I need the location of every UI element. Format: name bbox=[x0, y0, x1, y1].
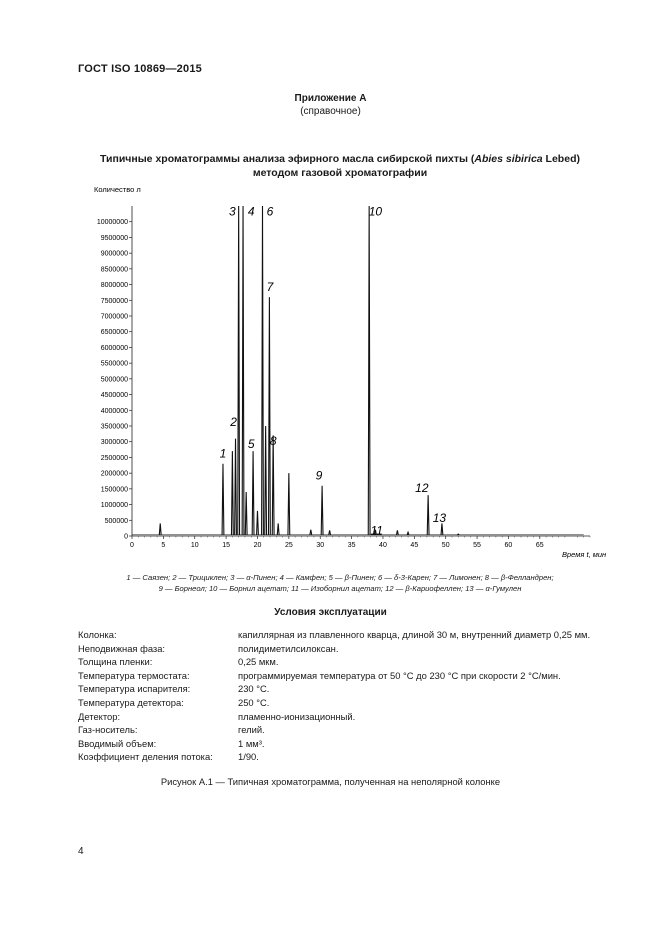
peak-number-label: 5 bbox=[247, 437, 255, 451]
condition-key: Толщина пленки: bbox=[78, 656, 153, 668]
x-tick-label: 45 bbox=[410, 542, 419, 549]
appendix-title: Приложение А bbox=[294, 93, 367, 104]
condition-row bbox=[78, 751, 590, 765]
y-tick-label: 10000000 bbox=[96, 219, 128, 227]
peak bbox=[262, 206, 264, 535]
peak-number-label: 1 bbox=[219, 446, 227, 461]
appendix-subtitle: (справочное) bbox=[300, 106, 361, 117]
y-tick-label: 4500000 bbox=[100, 392, 128, 400]
figure-caption: Рисунок А.1 — Типичная хроматограмма, полученная на неполярной колонке bbox=[160, 776, 501, 787]
condition-row bbox=[78, 738, 590, 752]
condition-key: Газ-носитель: bbox=[78, 724, 138, 736]
standard-header: ГОСТ ISO 10869—2015 bbox=[78, 63, 202, 75]
peak bbox=[321, 486, 323, 535]
peak bbox=[242, 206, 244, 535]
y-tick-label: 2000000 bbox=[100, 470, 128, 478]
condition-row bbox=[78, 697, 590, 711]
x-tick-label: 50 bbox=[441, 542, 450, 549]
x-tick-label: 65 bbox=[535, 542, 544, 549]
peak bbox=[257, 511, 259, 535]
y-tick-label: 9000000 bbox=[100, 250, 128, 258]
condition-value: 1/90. bbox=[238, 751, 259, 763]
x-tick-label: 60 bbox=[504, 542, 513, 549]
figure-title bbox=[60, 152, 620, 180]
condition-key: Температура детектора: bbox=[78, 696, 184, 708]
x-tick-label: 0 bbox=[130, 542, 134, 549]
x-tick-label: 15 bbox=[222, 542, 231, 549]
peak bbox=[272, 435, 274, 534]
peak-number-label: 4 bbox=[247, 204, 255, 219]
legend-line1: 1 — Саязен; 2 — Трициклен; 3 — α-Пинен; 4 — Камфен; 5 — β-Пинен; 6 — δ-3-Карен; 7 — Лимонен; 8 — β-Фелландрен; bbox=[126, 573, 554, 582]
peak-number-label: 8 bbox=[269, 433, 277, 448]
x-tick-label: 20 bbox=[253, 542, 262, 549]
x-axis-label: Время t, мин bbox=[562, 550, 607, 559]
peak-number-label: 11 bbox=[370, 523, 383, 538]
x-tick-label: 5 bbox=[161, 542, 166, 549]
y-tick-label: 1500000 bbox=[100, 486, 128, 494]
condition-value: 230 °С. bbox=[238, 683, 270, 695]
condition-row bbox=[78, 724, 590, 738]
condition-row bbox=[78, 629, 590, 643]
appendix-block bbox=[0, 92, 661, 118]
y-tick-label: 9500000 bbox=[100, 234, 128, 242]
y-tick-label: 1000000 bbox=[100, 502, 128, 510]
page-number: 4 bbox=[78, 846, 84, 857]
figure-title-line1: Типичные хроматограммы анализа эфирного масла сибирской пихты (Abies sibirica Lebed) bbox=[100, 153, 580, 165]
condition-key: Температура испарителя: bbox=[78, 683, 191, 695]
peak-number-label: 7 bbox=[266, 279, 274, 294]
figure-title-line2: методом газовой хроматографии bbox=[252, 167, 428, 179]
condition-row bbox=[78, 656, 590, 670]
y-tick-label: 8000000 bbox=[100, 282, 128, 290]
y-tick-label: 500000 bbox=[104, 517, 128, 525]
x-tick-label: 55 bbox=[473, 542, 481, 549]
y-tick-label: 6000000 bbox=[100, 344, 128, 352]
x-tick-label: 30 bbox=[316, 542, 325, 549]
condition-value: 0,25 мкм. bbox=[238, 656, 279, 668]
peak-number-label: 13 bbox=[432, 510, 447, 525]
peak bbox=[329, 530, 331, 534]
y-tick-label: 2500000 bbox=[100, 454, 128, 462]
condition-key: Детектор: bbox=[78, 710, 121, 722]
peak-number-label: 3 bbox=[229, 204, 236, 219]
peak bbox=[310, 530, 312, 535]
x-tick-label: 40 bbox=[379, 542, 387, 549]
peak bbox=[277, 523, 279, 534]
y-axis-label: Количество л bbox=[94, 185, 141, 194]
condition-value: гелий. bbox=[238, 724, 265, 736]
condition-value: 250 °С. bbox=[238, 696, 270, 708]
peak bbox=[245, 492, 247, 535]
condition-value: пламенно-ионизационный. bbox=[238, 710, 356, 722]
condition-key: Коэффициент деления потока: bbox=[78, 751, 213, 763]
y-tick-label: 6500000 bbox=[100, 329, 128, 337]
y-tick-label: 7000000 bbox=[100, 313, 128, 321]
condition-value: капиллярная из плавленного кварца, длиной 30 м, внутренний диаметр 0,25 мм. bbox=[238, 629, 591, 640]
peak-legend bbox=[40, 572, 640, 594]
peak bbox=[269, 297, 271, 535]
condition-key: Температура термостата: bbox=[78, 669, 190, 681]
y-tick-label: 3500000 bbox=[100, 423, 128, 431]
condition-value: 1 мм³. bbox=[238, 737, 265, 749]
y-tick-label: 7500000 bbox=[100, 297, 128, 305]
peak bbox=[427, 495, 429, 535]
condition-key: Неподвижная фаза: bbox=[78, 642, 166, 654]
condition-key: Колонка: bbox=[78, 629, 117, 640]
peak bbox=[441, 523, 443, 534]
condition-row bbox=[78, 683, 590, 697]
peak bbox=[252, 451, 254, 535]
peak bbox=[368, 206, 370, 535]
peak bbox=[222, 464, 224, 535]
peak bbox=[407, 532, 409, 535]
x-tick-label: 25 bbox=[284, 542, 293, 549]
peak bbox=[159, 523, 161, 534]
condition-row bbox=[78, 643, 590, 657]
peak bbox=[235, 439, 237, 535]
peak-number-label: 10 bbox=[368, 204, 383, 219]
condition-row bbox=[78, 670, 590, 684]
y-tick-label: 3000000 bbox=[100, 439, 128, 447]
chromatogram-chart bbox=[0, 180, 661, 570]
x-tick-label: 35 bbox=[347, 542, 356, 549]
condition-value: полидиметилсилоксан. bbox=[238, 642, 339, 654]
condition-value: программируемая температура от 50 °С до 230 °С при скорости 2 °С/мин. bbox=[238, 669, 561, 681]
y-tick-label: 5000000 bbox=[100, 376, 128, 384]
condition-row bbox=[78, 711, 590, 725]
peak bbox=[396, 530, 398, 534]
peak-number-label: 12 bbox=[415, 481, 429, 495]
peak bbox=[457, 534, 459, 535]
peak-number-label: 2 bbox=[230, 415, 237, 429]
peak-number-label: 9 bbox=[315, 468, 323, 483]
peak bbox=[231, 451, 233, 535]
conditions-table bbox=[78, 629, 590, 765]
y-tick-label: 0 bbox=[124, 533, 128, 541]
peak bbox=[288, 473, 290, 535]
peak bbox=[265, 426, 267, 535]
y-tick-label: 8500000 bbox=[100, 266, 128, 274]
conditions-title: Условия эксплуатации bbox=[274, 607, 387, 618]
x-tick-label: 10 bbox=[190, 542, 199, 549]
peak bbox=[238, 206, 240, 535]
peak-number-label: 6 bbox=[266, 204, 274, 219]
legend-line2: 9 — Борнеол; 10 — Борнил ацетат; 11 — Изоборнил ацетат; 12 — β-Кариофеллен; 13 — α-Гумулен bbox=[158, 584, 522, 593]
y-tick-label: 5500000 bbox=[100, 360, 128, 368]
y-tick-label: 4000000 bbox=[100, 407, 128, 415]
condition-key: Вводимый объем: bbox=[78, 737, 157, 749]
species-name: Abies sibirica bbox=[474, 153, 543, 165]
